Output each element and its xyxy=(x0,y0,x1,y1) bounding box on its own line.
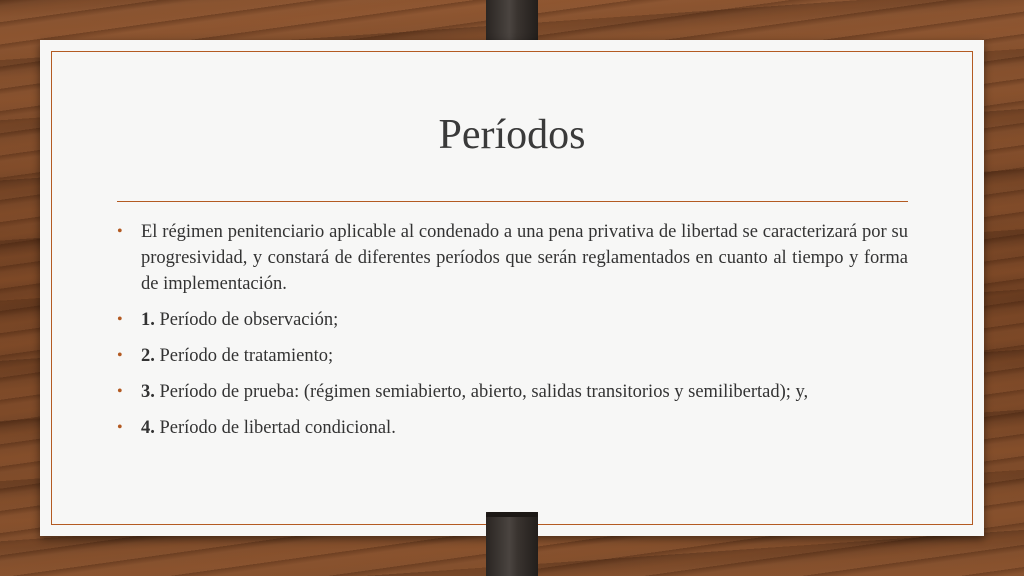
bullet-item-4 xyxy=(117,415,908,441)
bullet-dot-icon: • xyxy=(117,311,123,328)
bullet-dot-icon: • xyxy=(117,347,123,364)
bullet-number: 4. xyxy=(141,418,155,438)
bullet-text: El régimen penitenciario aplicable al condenado a una pena privativa de libertad se caracterizará por su progresividad, y constará de diferentes períodos que serán reglamentados en cuanto al tiempo y forma de implementación. xyxy=(141,222,908,294)
bullet-number: 3. xyxy=(141,382,155,402)
bullet-dot-icon: • xyxy=(117,419,123,436)
bullet-text: Período de tratamiento; xyxy=(154,346,334,366)
bullet-text: Período de observación; xyxy=(154,310,339,330)
slide-title: Períodos xyxy=(438,112,586,158)
title-divider xyxy=(117,201,908,202)
binder-clip-bottom xyxy=(486,512,538,576)
bullet-item-1 xyxy=(117,307,908,333)
bullet-text: Período de libertad condicional. xyxy=(154,418,396,438)
bullet-item-intro xyxy=(117,219,908,297)
bullet-number: 1. xyxy=(141,310,155,330)
bullet-number: 2. xyxy=(141,346,155,366)
bullet-item-2 xyxy=(117,343,908,369)
bullet-item-3 xyxy=(117,379,908,405)
bullet-list xyxy=(117,219,908,451)
bullet-dot-icon: • xyxy=(117,223,123,240)
bullet-dot-icon: • xyxy=(117,383,123,400)
bullet-text: Período de prueba: (régimen semiabierto, abierto, salidas transitorios y semilibertad); y, xyxy=(154,382,809,402)
